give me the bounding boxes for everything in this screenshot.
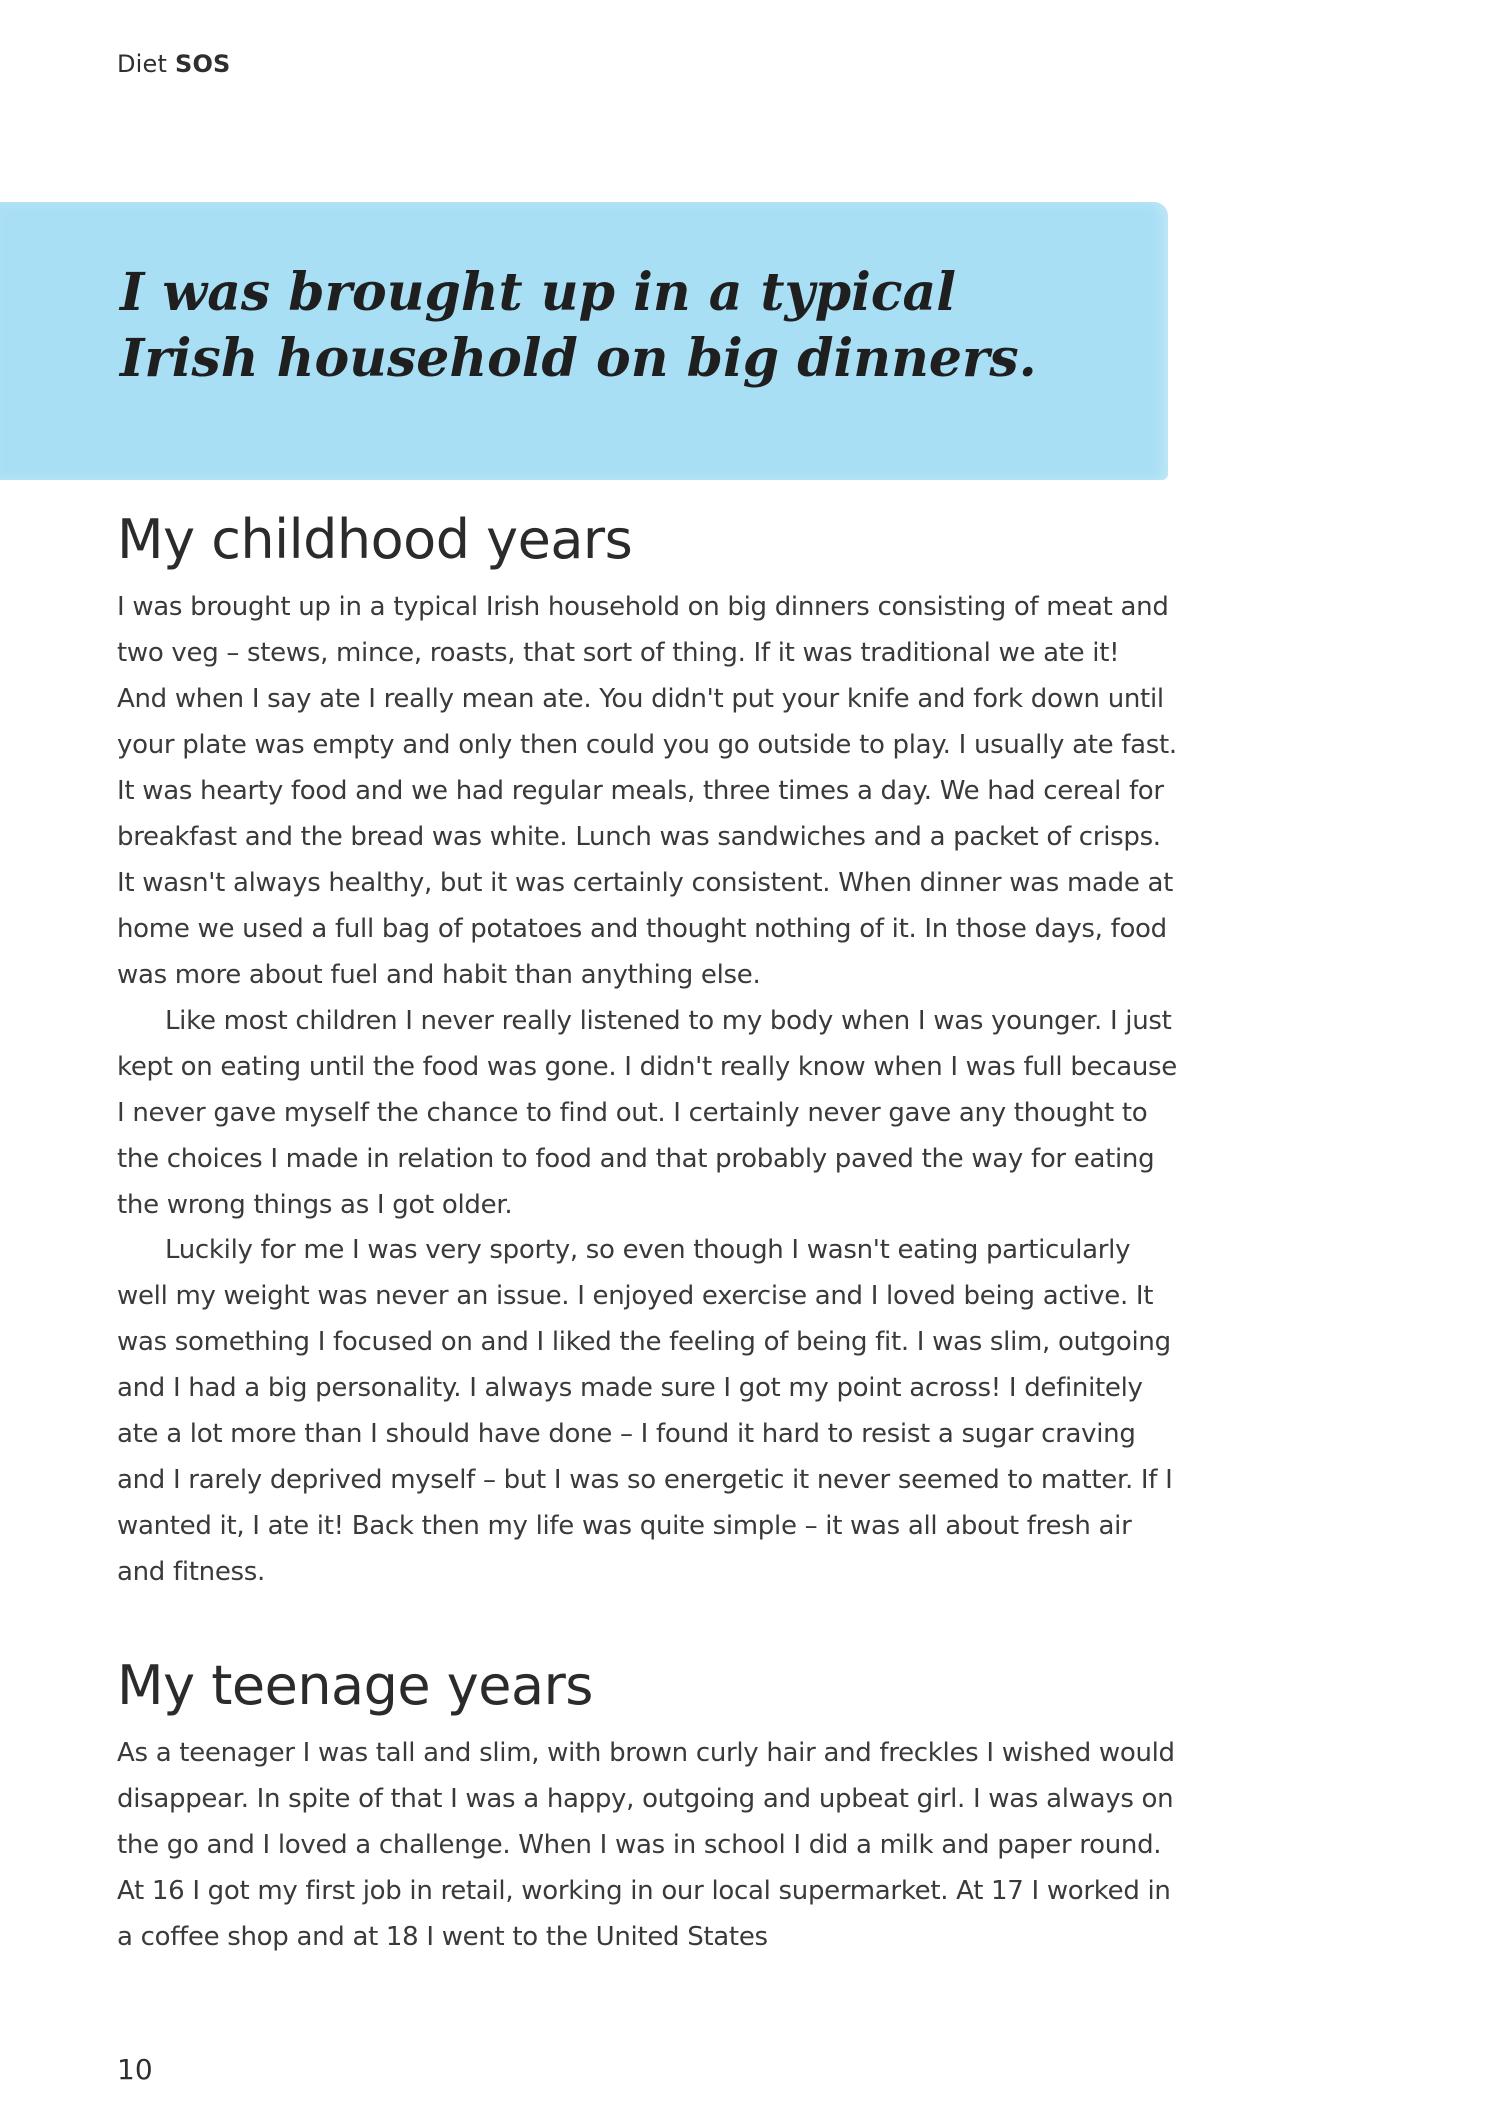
teenage-paragraph-1: As a teenager I was tall and slim, with brown curly hair and freckles I wished would disappear. In spite of that I was a happy, outgoing and upbeat girl. I was always on the go and I loved a challenge. When I was in school I did a milk and paper round. At 16 I got my first job in retail, working in our local supermarket. At 17 I worked in a coffee shop and at 18 I went to the United States xyxy=(117,1738,1175,1952)
pull-quote-callout xyxy=(0,202,1168,480)
running-header xyxy=(117,50,231,78)
childhood-paragraph-3: Luckily for me I was very sporty, so even though I wasn't eating particularly well my weight was never an issue. I enjoyed exercise and I loved being active. It was something I focused on and I liked the feeling of being fit. I was slim, outgoing and I had a big personality. I always made sure I got my point across! I definitely ate a lot more than I should have done – I found it hard to resist a sugar craving and I rarely deprived myself – but I was so energetic it never seemed to matter. If I wanted it, I ate it! Back then my life was quite simple – it was all about fresh air and fitness. xyxy=(117,1235,1173,1587)
book-title-bold: SOS xyxy=(174,50,231,78)
childhood-paragraph-2: Like most children I never really listened to my body when I was younger. I just kept on eating until the food was gone. I didn't really know when I was full because I never gave myself the chance to find out. I certainly never gave any thought to the choices I made in relation to food and that probably paved the way for eating the wrong things as I got older. xyxy=(117,1006,1177,1220)
book-title-light: Diet xyxy=(117,50,168,78)
section-heading-childhood: My childhood years xyxy=(117,508,633,571)
pull-quote-text: I was brought up in a typical Irish household on big dinners. xyxy=(120,262,1037,389)
childhood-paragraph-1: I was brought up in a typical Irish household on big dinners consisting of meat and two veg – stews, mince, roasts, that sort of thing. If it was traditional we ate it! And when I say ate I really mean ate. You didn't put your knife and fork down until your plate was empty and only then could you go outside to play. I usually ate fast. It was hearty food and we had regular meals, three times a day. We had cereal for breakfast and the bread was white. Lunch was sandwiches and a packet of crisps. It wasn't always healthy, but it was certainly consistent. When dinner was made at home we used a full bag of potatoes and thought nothing of it. In those days, food was more about fuel and habit than anything else. xyxy=(117,592,1177,990)
section-heading-teenage: My teenage years xyxy=(117,1654,593,1717)
page-number: 10 xyxy=(117,2053,153,2086)
